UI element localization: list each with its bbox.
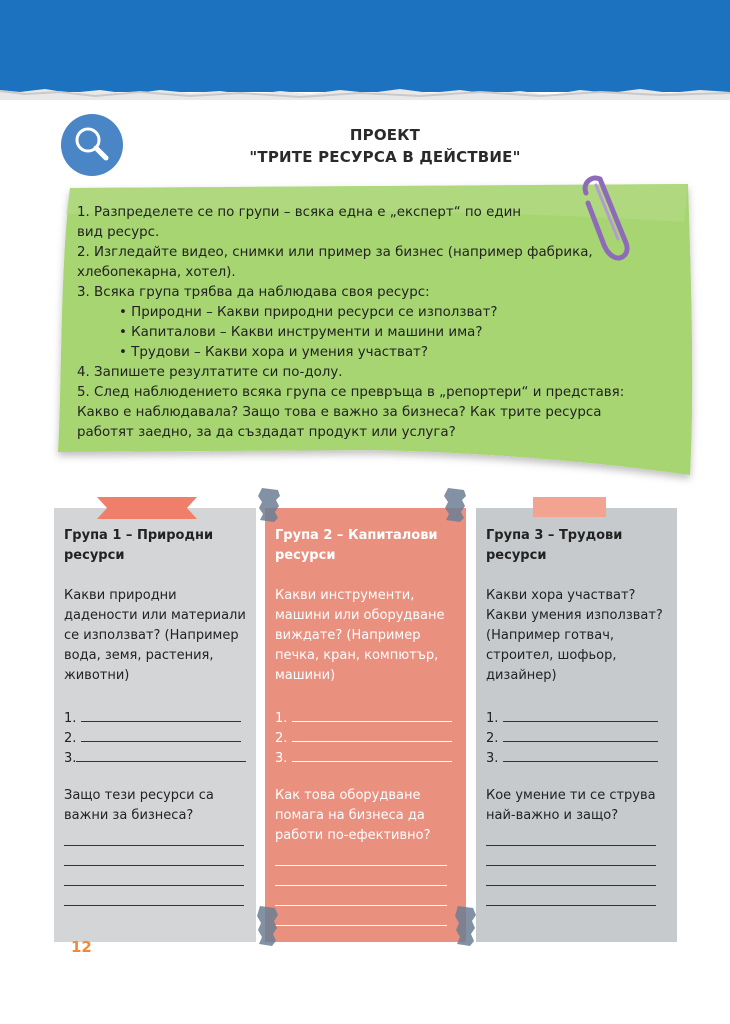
tape-top-left [258,488,282,522]
instruction-subitem: • Трудови – Какви хора и умения участват? [119,345,428,360]
answer-line-2[interactable] [292,726,452,742]
group-2-title: Група 2 – Капиталови ресурси [275,528,438,563]
answer-line[interactable] [486,870,656,886]
answer-number: 2. [275,731,288,746]
answer-line[interactable] [275,890,447,906]
title-line-2: "ТРИТЕ РЕСУРСА В ДЕЙСТВИЕ" [249,148,521,166]
group-1-title: Група 1 – Природни ресурси [64,528,214,563]
instruction-line: 2. Изгледайте видео, снимки или пример за бизнес (например фабрика, [77,245,593,260]
answer-line-1[interactable] [503,706,658,722]
answer-number: 1. [486,711,499,726]
instruction-line: работят заедно, за да създадат продукт или услуга? [77,425,456,440]
group-3-question-1: Какви хора участват? Какви умения използват? (Например готвач, строител, шофьор, дизайнер) [486,588,663,683]
answer-line[interactable] [64,890,244,906]
instruction-line: 5. След наблюдението всяка група се превръща в „репортери“ и представя: [77,385,625,400]
instruction-line: 3. Всяка група трябва да наблюдава своя ресурс: [77,285,430,300]
answer-line[interactable] [486,890,656,906]
card-3-tag [533,497,606,517]
answer-line[interactable] [486,850,656,866]
answer-number: 3. [275,751,288,766]
group-3-title: Група 3 – Трудови ресурси [486,528,623,563]
group-2-card [265,508,466,942]
answer-line-2[interactable] [503,726,658,742]
tape-bottom-right [455,906,477,946]
instruction-line: хлебопекарна, хотел). [77,265,236,280]
page-number: 12 [71,938,92,956]
tape-top-right [444,488,468,522]
answer-line[interactable] [486,830,656,846]
answer-line[interactable] [275,850,447,866]
instruction-line: 1. Разпределете се по групи – всяка една е „експерт“ по един [77,205,522,220]
answer-line-3[interactable] [292,746,452,762]
answer-line[interactable] [275,870,447,886]
answer-line[interactable] [275,910,447,926]
instruction-line: вид ресурс. [77,225,160,240]
group-1-question-2: Защо тези ресурси са важни за бизнеса? [64,788,214,823]
answer-number: 1. [64,711,77,726]
answer-line-3[interactable] [76,746,246,762]
instruction-line: Какво е наблюдавала? Защо това е важно за бизнеса? Как трите ресурса [77,405,602,420]
group-2-question-2: Как това оборудване помага на бизнеса да работи по-ефективно? [275,788,431,843]
instruction-subitem: • Природни – Какви природни ресурси се използват? [119,305,498,320]
answer-line-1[interactable] [292,706,452,722]
answer-number: 2. [64,731,77,746]
instruction-subitem: • Капиталови – Какви инструменти и машини има? [119,325,483,340]
answer-line[interactable] [64,870,244,886]
answer-line[interactable] [64,830,244,846]
answer-line-2[interactable] [81,726,241,742]
answer-number: 1. [275,711,288,726]
tape-bottom-left [257,906,279,946]
answer-number: 3. [64,751,77,766]
title-line-1: ПРОЕКТ [349,126,421,144]
answer-line-3[interactable] [503,746,658,762]
answer-number: 2. [486,731,499,746]
answer-line[interactable] [64,850,244,866]
group-2-question-1: Какви инструменти, машини или оборудване виждате? (Например печка, кран, компютър, машини) [275,588,445,683]
answer-line-1[interactable] [81,706,241,722]
group-3-card [476,508,677,942]
instruction-line: 4. Запишете резултатите си по-долу. [77,365,343,380]
group-1-question-1: Какви природни дадености или материали се използват? (Например вода, земя, растения, животни) [64,588,246,683]
group-3-question-2: Кое умение ти се струва най-важно и защо? [486,788,656,823]
answer-number: 3. [486,751,499,766]
group-1-card [54,508,256,942]
instructions-list [77,203,667,443]
card-1-ribbon [97,497,197,519]
